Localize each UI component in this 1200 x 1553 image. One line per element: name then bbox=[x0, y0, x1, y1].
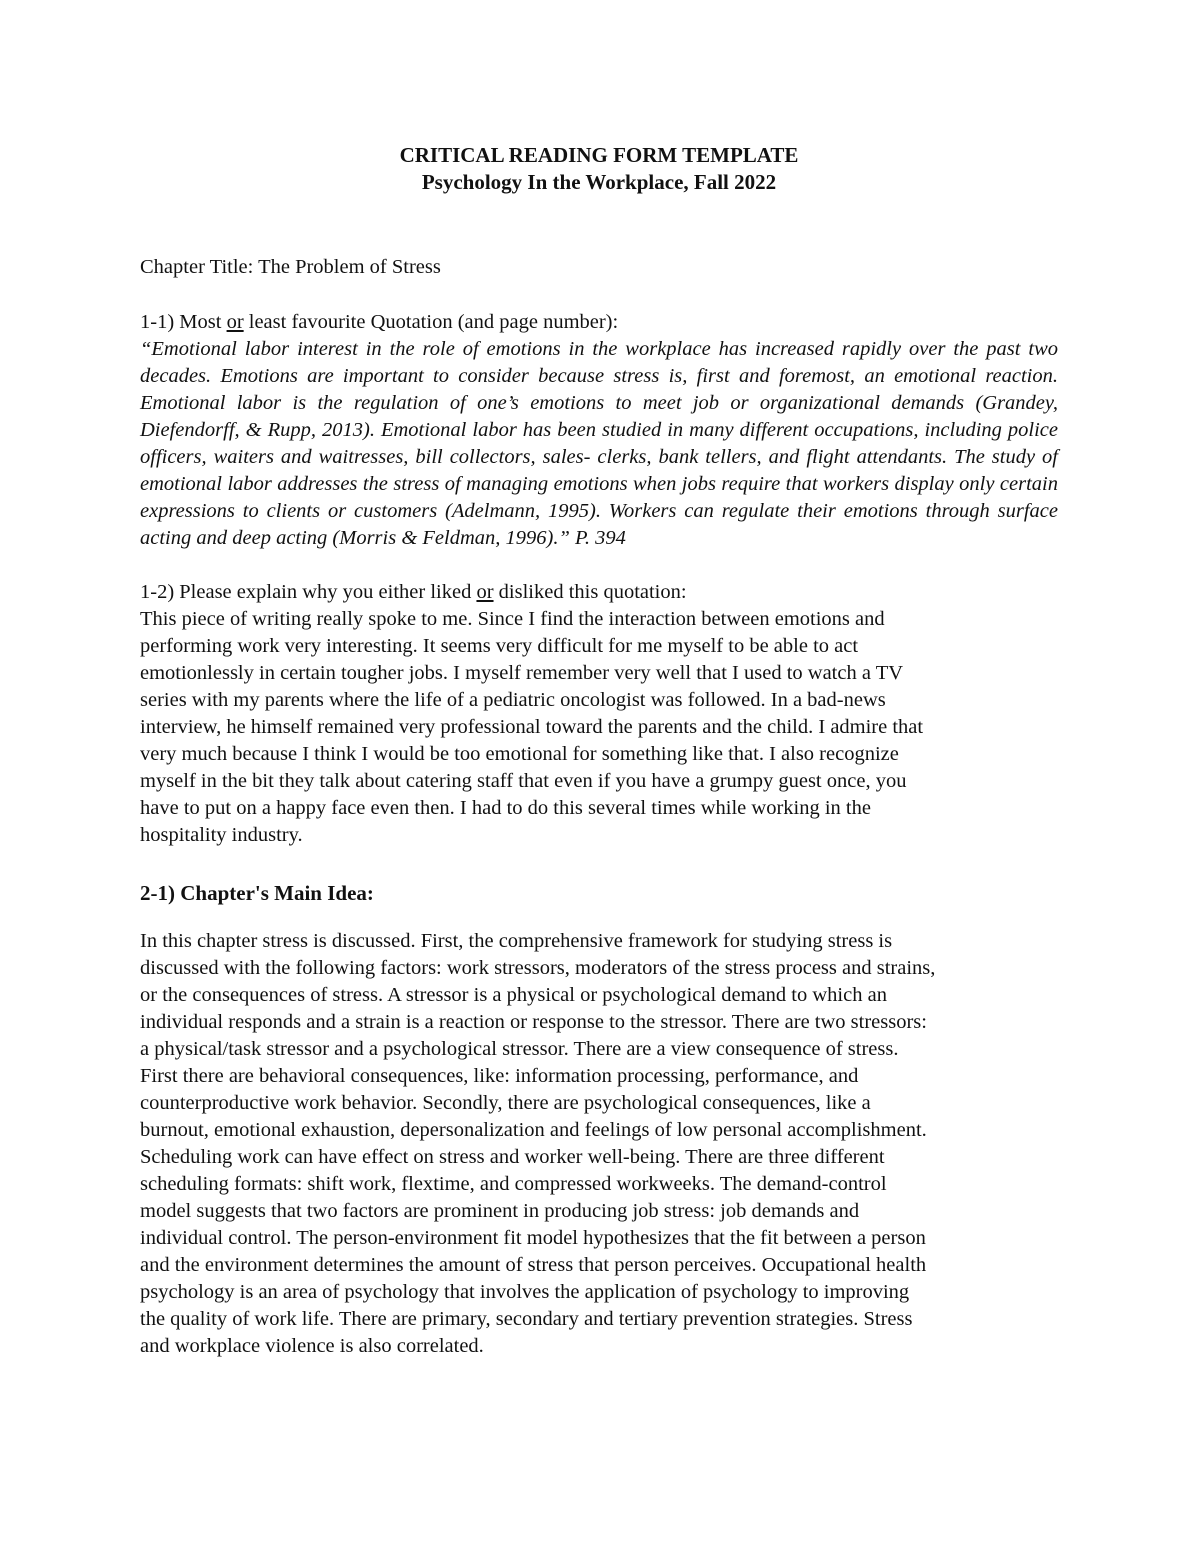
quotation-prompt-or: or bbox=[226, 311, 244, 333]
explanation-prompt-prefix: 1-2) Please explain why you either liked bbox=[140, 581, 477, 603]
chapter-title: Chapter Title: The Problem of Stress bbox=[140, 256, 441, 278]
main-idea-text: In this chapter stress is discussed. First, the comprehensive framework for studying stress is discussed with the following factors: work stressors, moderators of the stress process and strains, or the consequences of stress. A stressor is a physical or psychological demand to which an individual responds and a strain is a reaction or response to the stressor. There are two stressors: a physical/task stressor and a psychological stressor. There are a view consequence of stress. First there are behavioral consequences, like: information processing, performance, and counterproductive work behavior. Secondly, there are psychological consequences, like a burnout, emotional exhaustion, depersonalization and feelings of low personal accomplishment. Scheduling work can have effect on stress and worker well-being. There are three different scheduling formats: shift work, flextime, and compressed workweeks. The demand-control model suggests that two factors are prominent in producing job stress: job demands and individual control. The person-environment fit model hypothesizes that the fit between a person and the environment determines the amount of stress that person perceives. Occupational health psychology is an area of psychology that involves the application of psychology to improving the quality of work life. There are primary, secondary and tertiary prevention strategies. Stress and workplace violence is also correlated. bbox=[140, 930, 936, 1357]
explanation-prompt bbox=[140, 579, 1058, 606]
document-subtitle: Psychology In the Workplace, Fall 2022 bbox=[421, 170, 777, 194]
explanation-text: This piece of writing really spoke to me. Since I find the interaction between emotions and performing work very interesting. It seems very difficult for me myself to be able to act emotionlessly in certain tougher jobs. I myself remember very well that I used to watch a TV series with my parents where the life of a pediatric oncologist was followed. In a bad-news interview, he himself remained very professional toward the parents and the child. I admire that very much because I think I would be too emotional for something like that. I also recognize myself in the bit they talk about catering staff that even if you have a grumpy guest once, you have to put on a happy face even then. I had to do this several times while working in the hospitality industry. bbox=[140, 608, 924, 846]
quotation-prompt-suffix: least favourite Quotation (and page number): bbox=[243, 311, 619, 333]
explanation-prompt-suffix: disliked this quotation: bbox=[493, 581, 687, 603]
explanation-prompt-or: or bbox=[476, 581, 494, 603]
main-idea-heading: 2-1) Chapter's Main Idea: bbox=[140, 881, 374, 905]
document-page bbox=[140, 142, 1058, 1360]
document-title: CRITICAL READING FORM TEMPLATE bbox=[399, 143, 799, 167]
quotation-prompt bbox=[140, 309, 1058, 336]
quotation-text: “Emotional labor interest in the role of emotions in the workplace has increased rapidly over the past two decades. Emotions are important to consider because stress is, first and foremost, an emotional reaction. Emotional labor is the regulation of one’s emotions to meet job or organizational demands (Grandey, Diefendorff, & Rupp, 2013). Emotional labor has been studied in many different occupations, including police officers, waiters and waitresses, bill collectors, sales- clerks, bank tellers, and flight attendants. The study of emotional labor addresses the stress of managing emotions when jobs require that workers display only certain expressions to clients or customers (Adelmann, 1995). Workers can regulate their emotions through surface acting and deep acting (Morris & Feldman, 1996).” P. 394 bbox=[140, 338, 1058, 549]
quotation-prompt-prefix: 1-1) Most bbox=[140, 311, 227, 333]
